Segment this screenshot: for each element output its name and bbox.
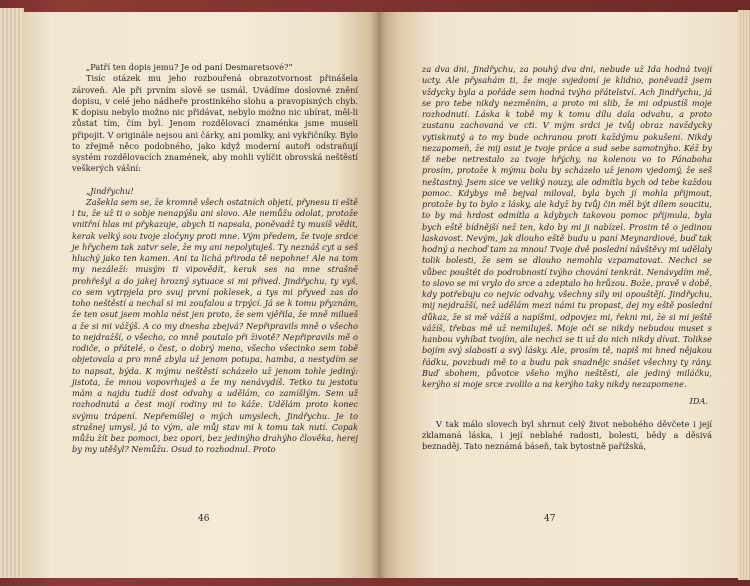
intro-paragraph: Tisíc otázek mu jeho rozbouřená obrazotvornost přinášela zároveň. Ale při prvním slově se usmál. Uvádíme doslovné znění dopisu, v celé jeho nádheře prostinkého slohu a pravopisných chyb. K dopisu nebylo možno nic přidávat, nebylo možno nic ubírat, měl-li zůstat tím, čím byl. Jenom rozdělovací znaménka jsme museli připojit. V originále nejsou ani čárky, ani pomlky, ani vykřičníky. Bylo to zřejmě něco podobného, jako když moderní autoři odstraňují systém rozdělovacích znamének, aby mohli vylíčit obrovská neštěstí veškerých vášní:	[72, 73, 358, 174]
right-page-text	[422, 64, 712, 452]
letter-text-left: Zašekla sem se, že kromně všech ostatních objetí, přynesu ti eště i tu, že už ti o sobje nenapýšu ani slovo. Ale nemůžu odolat, protože vnitřní hlas mi přykazuje, abych ti napsala, poněvadž ty musíš vědit, kerak velký sou tvoje zločyny proti mne. Vým předem, že tvoje srdce je hřychem tak zatvr sele, že my ani nepolytuješ. Ty neznáš cyt a seš hluchý jako ten kamen. Ani ta lichá přiroda tě nepohne! Ale na tom my nezáleží: musým ti vipovědít, kerak ses na mne strašně prohřešyl a do jakej hrozný sytuace si mi přived. Jindřychu, ty vyš, co sem vytrpjela pro svuj první poklesek, a tys mi přyved zas do toho neštěstí a nechal si mi zoufalou a trpýcí. Já se k tomu přyznám, že ten osut jsem mohla nést jen proto, že sem vjěřila, že mně milueš a že si mi vážýš. A co my dnesha zbejvá? Nepřipravils mně o všecho to nejdražší, o všecho, co mně poutalo při životě? Nepřipravils mě o rodiče, o přátelé, o čest, o dobrý meno, všecho všecinko sem tobě objetovala a pro mně zbyla už jenom potupa, hamba, a nestydím se to napsat, býda. K mýmu neštěstí scházelo už jenom tohle jediný: jistota, že mnou vopovrhuješ a že my nenávydíš. Tetko tu jestotu mám a najdu tudíž dost odvahy a udělám, co zamíšlým. Sem už rozhodnutá a čest mojí rodiny mi to káže. Udělám proto konec svýmu trápení. Nepřemíšlej o mých umyslech, Jindřychu. Je to strašnej umysl, já to vým, ale můj stav mi k tomu tak nutí. Copak můžu žít bez pomoci, bez opori, bez jedinýho drahýho člověka, herej by my utěšyl? Nemůžu. Osud to rozhodnul. Proto	[72, 196, 358, 455]
left-page	[22, 12, 378, 578]
narrative-paragraph: V tak málo slovech byl shrnut celý život nebohého děvčete i její zklamaná láska, i její neblahé radosti, bolesti, bědy a děsivá beznaděj. Tato neznámá báseň, tak bytostně pařížská,	[422, 418, 712, 451]
right-page	[378, 12, 738, 578]
book-gutter	[370, 12, 386, 578]
right-page-edges	[738, 10, 750, 580]
page-number-left: 46	[198, 514, 210, 524]
left-page-text	[72, 62, 358, 456]
letter-signature: IDA.	[689, 396, 708, 407]
page-number-right: 47	[544, 514, 556, 524]
left-page-edges	[0, 8, 24, 578]
letter-salutation: „Jindřychu!	[86, 185, 134, 196]
intro-question: „Patří ten dopis jemu? Je od paní Desmaretsové?“	[86, 62, 293, 72]
letter-text-right: za dva dni, Jindřychu, za pouhý dva dni, nebude už Ida hodná tvojí ucty. Ale přysahám ti, že moje svjedomí je klidno, poněvadž jsem vždycky byla a pořáde sem hodná tvýho přátelství. Ach Jindřychu, já se pro tebe nikdy nezměním, a proto mi slib, že mi odpustíš moje rozhodnutí. Láska k tobě my k tomu dílu dala odvahu, a proto zustanu zachovaná ve cti. V mým srdci je tvůj obraz navždycky vytisknutý a to my bude ochranou proti každýmu pokušení. Nikdy nezapomeň, že mij osut je tvoje práce a sud sebe samotnýho. Kéž by tě nebe netrestalo za tvoje hřýchy, na kolenou vo to Pánaboha prosím, protože k mýmu bolu by scházelo už jenom vjedomý, že seš neštastný. Jsem sice ve veliký nouzy, ale odmítla bych od tebe každou pomoc. Kdybys mě bejval miloval, byla bych jí mohla přijmout, protože by to bylo z lásky, ale když by tvůj čin měl být dílem soucitu, to by má hrdost odmítla a kdybych takovou pomoc přijmula, byla bych eště bídnější než ten, kdo by mi ji nabízel. Prosim tě o jedinou laskavost. Nevým, jak dlouho eště budu u paní Meynardiové, buď tak hodný a nechoď tam za mnou! Tvoje dvě poslední návštěvy mi udělaly tolik bolesti, že sem se dlouho nemohla vzpamatovat. Nechci se vůbec pouštět do podrobností tvýho chování tenkrát. Nenávydím mě, to slovo se mi vrylo do srce a zdeptalo ho hrůzou. Bože, pravě v době, kdy potřebuju co nejvíc odvahy, všechny síly mi opouštějí. Jindřychu, mij nejdražší, než udělám mezi námi tu propast, dej my eště poslední důkaz, že si mě vážíš a napíšmi, odpovjez mi, řekni mi, že si mi ještě vážíš, třebas mě už nemiluješ. Moje oči se nikdy nebudou muset s hanbou vyhíbat tvojím, ale nechci se ti už do nich nikdy dívat. Tolikse bojím svý slabosti a svý lásky. Ale, prosím tě, napiš mi hned nějakou řádku, povzbudi mě to a budu pak snadnějc snášet všechny ty rány. Buď sbohem, půvotce všeho mýho neštěstí, ale jediný miláčku, kerýho si moje srce zvolilo a na kerýho taky nikdy nezapomene.	[422, 64, 712, 389]
